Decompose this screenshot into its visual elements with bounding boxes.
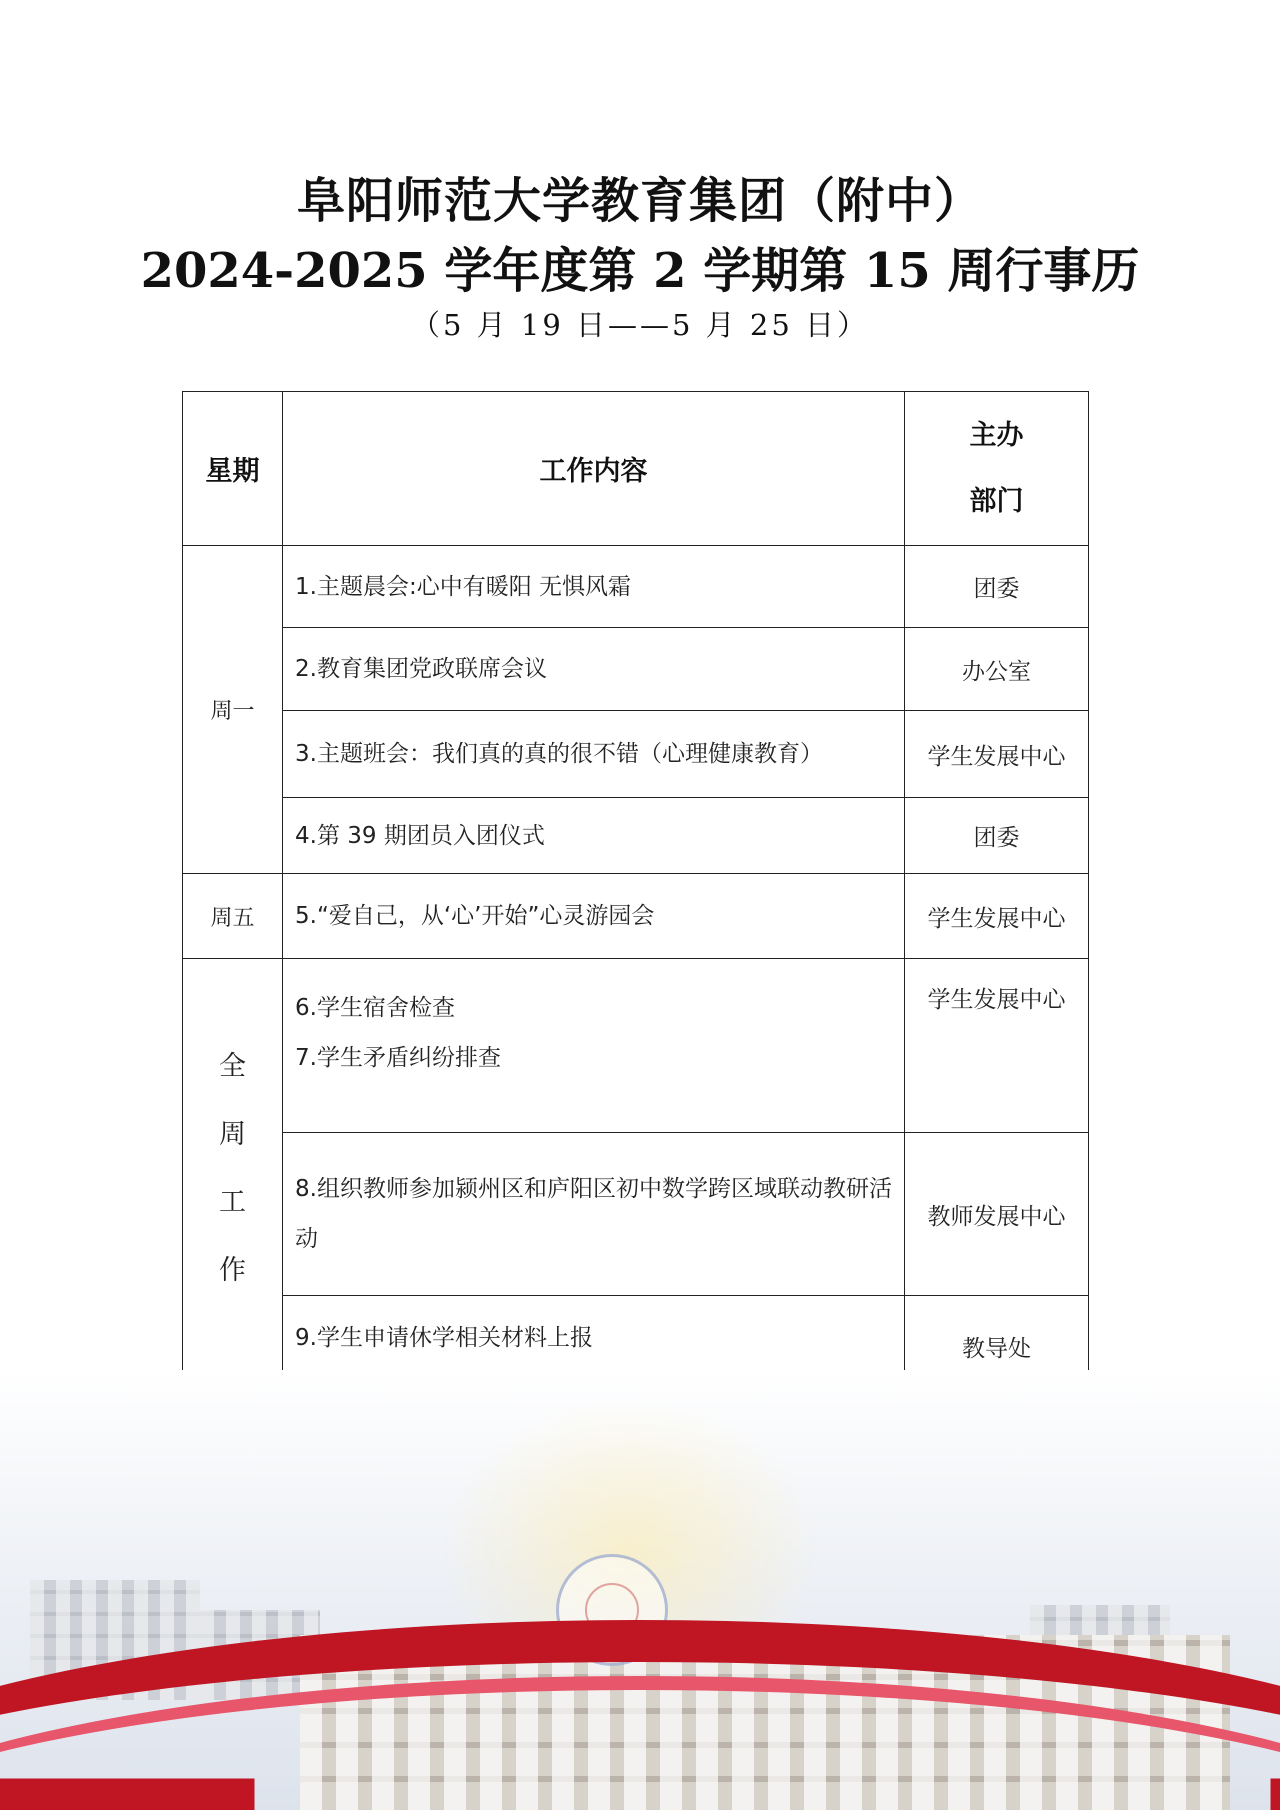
item-dept: 学生发展中心 (905, 874, 1089, 959)
red-wave-dark (0, 1620, 1280, 1810)
item-content (283, 959, 905, 1133)
item-content: 3.主题班会：我们真的真的很不错（心理健康教育） (283, 711, 905, 798)
table-row (183, 959, 1089, 1133)
header-dept (905, 392, 1089, 546)
date-range: （5 月 19 日——5 月 25 日） (410, 308, 869, 342)
item-dept: 团委 (905, 546, 1089, 628)
table-row (183, 711, 1089, 798)
day-whole-week (183, 959, 283, 1380)
header-day: 星期 (183, 392, 283, 546)
table-row (183, 628, 1089, 711)
table-row (183, 1296, 1089, 1380)
header-dept-line1: 主办 (969, 419, 1024, 451)
table-row (183, 874, 1089, 959)
document-title: 阜阳师范大学教育集团（附中） (296, 173, 983, 229)
table-row (183, 798, 1089, 874)
item-content: 9.学生申请休学相关材料上报 (283, 1296, 905, 1380)
week-char: 工 (219, 1187, 246, 1218)
document-subtitle: 2024-2025 学年度第 2 学期第 15 周行事历 (140, 243, 1140, 299)
table-row (183, 1133, 1089, 1296)
table-row (183, 546, 1089, 628)
header-dept-line2: 部门 (969, 485, 1024, 517)
item-content-line: 6.学生宿舍检查 (295, 995, 455, 1021)
item-content: 5.“爱自己，从‘心’开始”心灵游园会 (283, 874, 905, 959)
item-dept: 团委 (905, 798, 1089, 874)
item-dept: 教导处 (905, 1296, 1089, 1380)
week-char: 作 (219, 1255, 246, 1286)
item-content: 4.第 39 期团员入团仪式 (283, 798, 905, 874)
item-dept: 办公室 (905, 628, 1089, 711)
item-dept: 学生发展中心 (905, 711, 1089, 798)
day-friday: 周五 (183, 874, 283, 959)
footer-banner-image (0, 1370, 1280, 1810)
week-char: 全 (219, 1051, 246, 1082)
day-monday: 周一 (183, 546, 283, 874)
item-content: 8.组织教师参加颍州区和庐阳区初中数学跨区域联动教研活动 (283, 1133, 905, 1296)
item-dept: 学生发展中心 (905, 959, 1089, 1133)
item-dept: 教师发展中心 (905, 1133, 1089, 1296)
schedule-table (182, 391, 1089, 1380)
week-char: 周 (219, 1119, 246, 1150)
item-content: 1.主题晨会:心中有暖阳 无惧风霜 (283, 546, 905, 628)
item-content-line: 7.学生矛盾纠纷排查 (295, 1045, 501, 1071)
item-content: 2.教育集团党政联席会议 (283, 628, 905, 711)
header-content: 工作内容 (283, 392, 905, 546)
header-row (183, 392, 1089, 546)
